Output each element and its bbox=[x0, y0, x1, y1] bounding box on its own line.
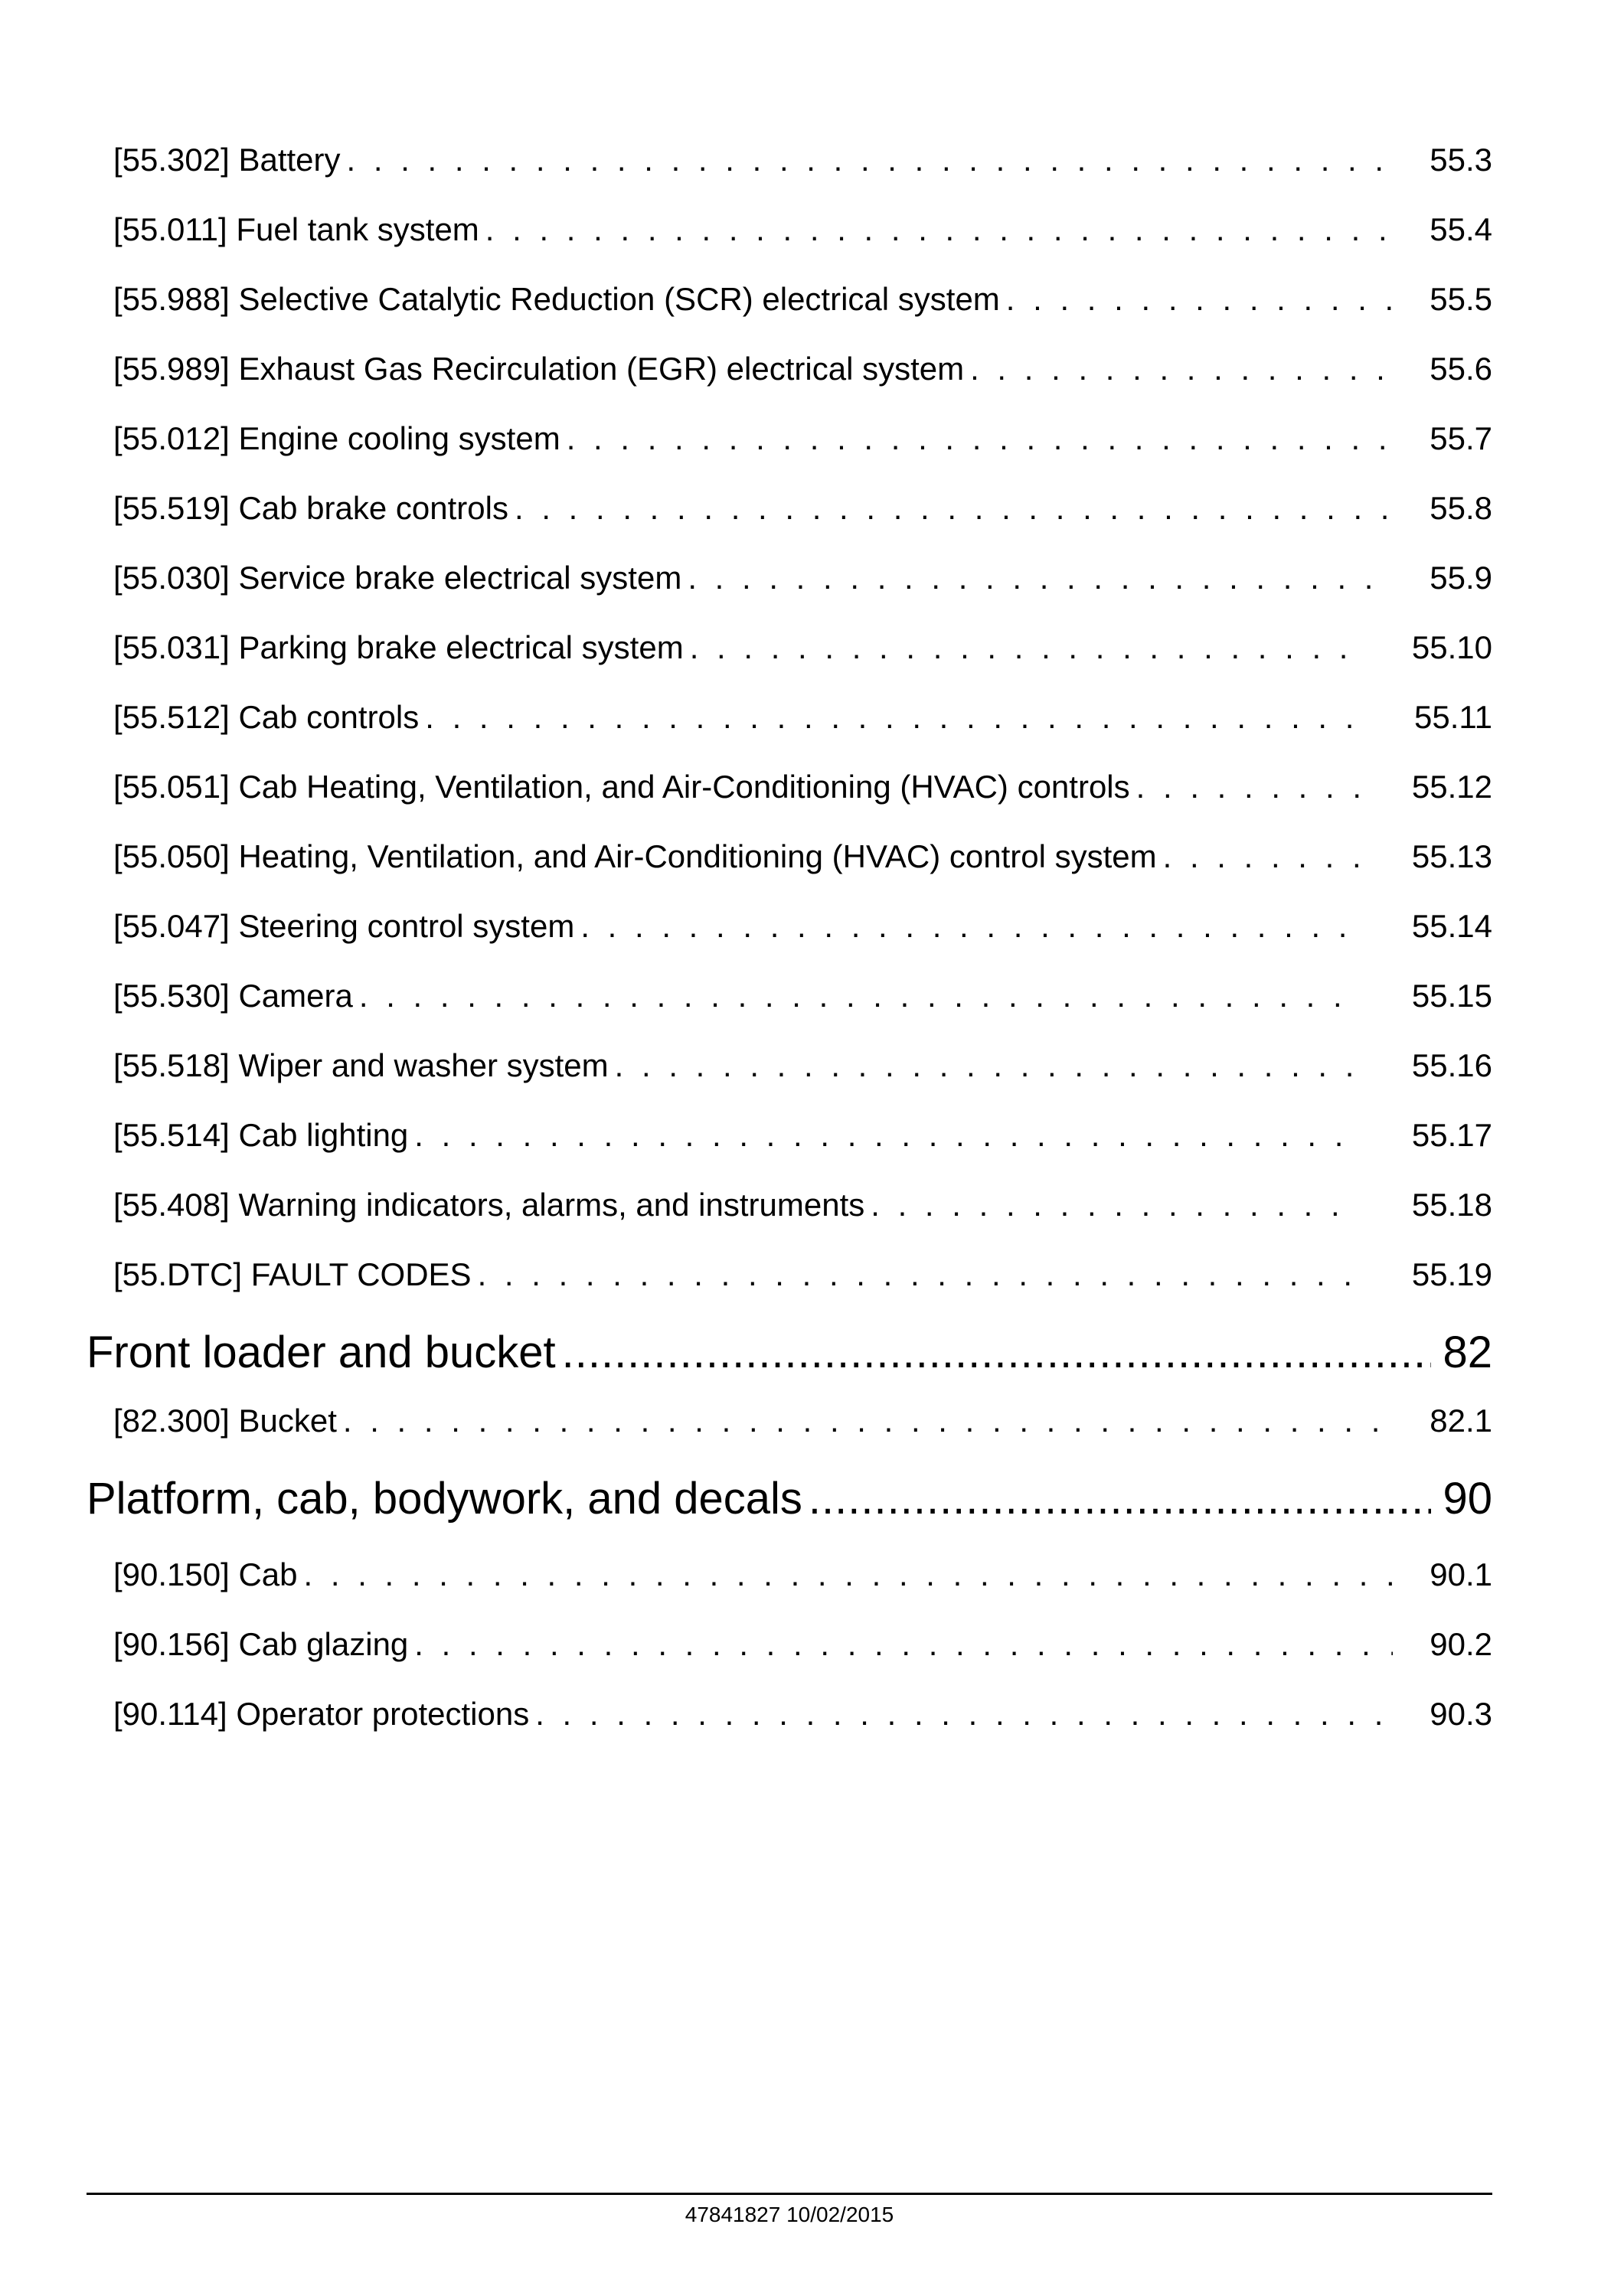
dot-leader bbox=[809, 1471, 1431, 1527]
toc-entry-title: [55.530] Camera bbox=[113, 978, 353, 1014]
toc-entry-title: [55.DTC] FAULT CODES bbox=[113, 1256, 472, 1292]
toc-entry-title: [55.031] Parking brake electrical system bbox=[113, 629, 684, 665]
toc-entry-page: 55.18 bbox=[1411, 1187, 1492, 1223]
toc-entry-55-408[interactable] bbox=[113, 1184, 1492, 1226]
toc-entry-55-988[interactable] bbox=[113, 279, 1492, 320]
toc-entry-page: 55.13 bbox=[1411, 838, 1492, 874]
dot-leader bbox=[1136, 766, 1359, 808]
dot-leader bbox=[688, 557, 1393, 599]
toc-entry-page: 55.6 bbox=[1430, 351, 1492, 387]
dot-leader bbox=[970, 348, 1393, 390]
toc-section-title: Platform, cab, bodywork, and decals bbox=[87, 1474, 802, 1524]
dot-leader bbox=[1006, 279, 1393, 320]
toc-entry-page: 55.3 bbox=[1430, 142, 1492, 178]
dot-leader bbox=[425, 697, 1359, 738]
dot-leader bbox=[414, 1115, 1359, 1156]
toc-entry-page: 55.10 bbox=[1411, 629, 1492, 665]
toc-entry-page: 90.3 bbox=[1430, 1696, 1492, 1732]
toc-section-90[interactable] bbox=[87, 1471, 1492, 1527]
toc-entry-55-011[interactable] bbox=[113, 209, 1492, 250]
toc-entry-page: 55.8 bbox=[1430, 490, 1492, 526]
dot-leader bbox=[414, 1624, 1393, 1665]
toc-entry-title: [55.518] Wiper and washer system bbox=[113, 1047, 609, 1083]
toc-entry-55-dtc[interactable] bbox=[113, 1254, 1492, 1295]
dot-leader bbox=[580, 906, 1359, 947]
footer-rule bbox=[87, 2193, 1492, 2195]
toc-entry-page: 55.7 bbox=[1430, 420, 1492, 456]
toc-entry-title: [55.051] Cab Heating, Ventilation, and Air-Conditioning (HVAC) controls bbox=[113, 769, 1130, 805]
toc-entry-title: [90.114] Operator protections bbox=[113, 1696, 530, 1732]
dot-leader bbox=[562, 1325, 1431, 1380]
dot-leader bbox=[690, 627, 1359, 668]
footer-document-id: 47841827 10/02/2015 bbox=[685, 2203, 894, 2226]
toc-entry-title: [55.519] Cab brake controls bbox=[113, 490, 508, 526]
toc-entry-title: [55.514] Cab lighting bbox=[113, 1117, 409, 1153]
toc-entry-title: [55.302] Battery bbox=[113, 142, 341, 178]
dot-leader bbox=[485, 209, 1393, 250]
toc-entry-page: 55.19 bbox=[1411, 1256, 1492, 1292]
toc-entry-55-518[interactable] bbox=[113, 1045, 1492, 1086]
dot-leader bbox=[515, 488, 1393, 529]
toc-entry-page: 55.12 bbox=[1411, 769, 1492, 805]
toc-entry-title: [90.150] Cab bbox=[113, 1556, 298, 1592]
toc-section-title: Front loader and bucket bbox=[87, 1328, 556, 1377]
dot-leader bbox=[615, 1045, 1359, 1086]
toc-entry-55-512[interactable] bbox=[113, 697, 1492, 738]
dot-leader bbox=[304, 1554, 1393, 1595]
toc-entry-55-530[interactable] bbox=[113, 975, 1492, 1017]
toc-entry-title: [90.156] Cab glazing bbox=[113, 1626, 409, 1662]
toc-entry-title: [82.300] Bucket bbox=[113, 1403, 337, 1439]
dot-leader bbox=[347, 139, 1393, 181]
dot-leader bbox=[1163, 836, 1359, 877]
toc-entry-page: 82.1 bbox=[1430, 1403, 1492, 1439]
toc-entry-title: [55.012] Engine cooling system bbox=[113, 420, 560, 456]
toc-entry-page: 55.9 bbox=[1430, 560, 1492, 596]
dot-leader bbox=[359, 975, 1359, 1017]
toc-entry-page: 90.1 bbox=[1430, 1556, 1492, 1592]
toc-entry-55-514[interactable] bbox=[113, 1115, 1492, 1156]
toc-entry-90-150[interactable] bbox=[113, 1554, 1492, 1595]
toc-section-82[interactable] bbox=[87, 1325, 1492, 1380]
toc-entry-page: 55.15 bbox=[1411, 978, 1492, 1014]
toc-entry-55-989[interactable] bbox=[113, 348, 1492, 390]
toc-entry-90-156[interactable] bbox=[113, 1624, 1492, 1665]
dot-leader bbox=[478, 1254, 1359, 1295]
toc-entry-page: 55.17 bbox=[1411, 1117, 1492, 1153]
toc-entry-page: 55.16 bbox=[1411, 1047, 1492, 1083]
toc-entry-55-047[interactable] bbox=[113, 906, 1492, 947]
toc-entry-82-300[interactable] bbox=[113, 1400, 1492, 1442]
toc-entry-55-030[interactable] bbox=[113, 557, 1492, 599]
dot-leader bbox=[343, 1400, 1393, 1442]
toc-entry-55-519[interactable] bbox=[113, 488, 1492, 529]
dot-leader bbox=[871, 1184, 1359, 1226]
toc-entry-55-050[interactable] bbox=[113, 836, 1492, 877]
toc-entry-page: 55.5 bbox=[1430, 281, 1492, 317]
toc-entry-title: [55.050] Heating, Ventilation, and Air-Conditioning (HVAC) control system bbox=[113, 838, 1157, 874]
toc-entry-55-012[interactable] bbox=[113, 418, 1492, 459]
toc-entry-90-114[interactable] bbox=[113, 1693, 1492, 1735]
toc-entry-page: 55.14 bbox=[1411, 908, 1492, 944]
toc-entry-55-302[interactable] bbox=[113, 139, 1492, 181]
toc-entry-page: 55.11 bbox=[1414, 699, 1492, 735]
toc-entry-title: [55.512] Cab controls bbox=[113, 699, 420, 735]
toc-entry-55-031[interactable] bbox=[113, 627, 1492, 668]
toc-entry-title: [55.030] Service brake electrical system bbox=[113, 560, 682, 596]
dot-leader bbox=[535, 1693, 1393, 1735]
toc-entry-title: [55.408] Warning indicators, alarms, and instruments bbox=[113, 1187, 865, 1223]
dot-leader bbox=[567, 418, 1393, 459]
toc-entry-title: [55.011] Fuel tank system bbox=[113, 211, 479, 247]
toc-entry-title: [55.988] Selective Catalytic Reduction (SCR) electrical system bbox=[113, 281, 1000, 317]
toc-entry-55-051[interactable] bbox=[113, 766, 1492, 808]
toc-section-page: 90 bbox=[1443, 1474, 1492, 1524]
toc-entry-page: 90.2 bbox=[1430, 1626, 1492, 1662]
toc-entry-title: [55.989] Exhaust Gas Recirculation (EGR) electrical system bbox=[113, 351, 965, 387]
toc-entry-title: [55.047] Steering control system bbox=[113, 908, 575, 944]
toc-section-page: 82 bbox=[1443, 1328, 1492, 1377]
toc-entry-page: 55.4 bbox=[1430, 211, 1492, 247]
